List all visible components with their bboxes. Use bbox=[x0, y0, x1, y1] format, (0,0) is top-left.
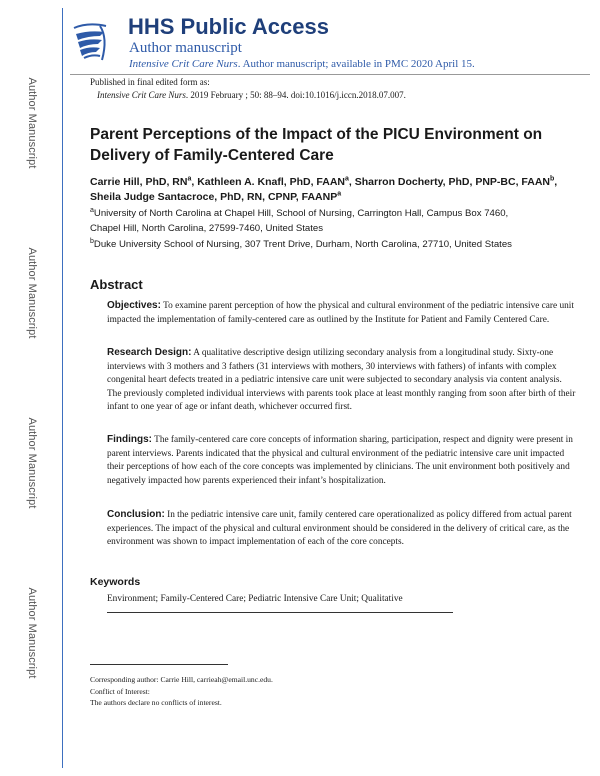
abstract-findings: Findings: The family-centered care core concepts of information sharing, participation, respect and dignity were present in parent interviews. Parents indicated that the physical and cultural environment of the pediatric intensive care unit impacted their perceptions of how each of the core concepts was implemented by clinicians. The unit environment both positively and negatively impacted how parents experienced their infant’s hospitalization. bbox=[107, 434, 573, 486]
article-title: Parent Perceptions of the Impact of the PICU Environment on Delivery of Family-Centered Care bbox=[90, 126, 543, 164]
abstract-conclusion: Conclusion: In the pediatric intensive care unit, family centered care operationalized as policy differed from actual parent experiences. The impact of the physical and cultural environment should be considered in the delivery of critical care, as the environment was shown to impact implementation of each of the core concepts. bbox=[107, 509, 572, 547]
abstract-research-design: Research Design: A qualitative descriptive design utilizing secondary analysis from a longitudinal study. Sixty-one interviews with 3 mothers and 3 fathers (31 interviews with mothers, 30 interviews with fathers) of infants with complex congenital heart defects treated in a pediatric intensive care unit were subjected to secondary analysis via content analysis. The previously completed individual interviews with parents took place at least monthly ranging from soon after birth of their infant to one year of age or infant death, whichever occurred first. bbox=[107, 347, 576, 412]
affiliation-b: $^b$Duke University School of Nursing, 307 Trent Drive, Durham, North Carolina, 27710, United States bbox=[90, 237, 512, 250]
abstract-objectives: Objectives: To examine parent perception of how the physical and cultural environment of the pediatric intensive care unit impacted the implementation of family-centered care as outlined by the Institute for Patient and Family Centered Care. bbox=[107, 300, 574, 325]
side-label-2: Author Manuscript bbox=[26, 247, 38, 339]
keywords-divider bbox=[107, 612, 453, 613]
keywords-heading: Keywords bbox=[90, 576, 141, 588]
keywords-list: Environment; Family-Centered Care; Pediatric Intensive Care Unit; Qualitative bbox=[107, 594, 403, 604]
footnote-corresponding-author: Corresponding author: Carrie Hill, carrieah@email.unc.edu. bbox=[90, 675, 273, 684]
left-margin-rule bbox=[62, 8, 63, 768]
footnote-divider bbox=[90, 664, 228, 665]
journal-availability-line: Intensive Crit Care Nurs. Author manuscript; available in PMC 2020 April 15. bbox=[129, 58, 475, 70]
publication-citation: Intensive Crit Care Nurs. 2019 February ; 50: 88–94. doi:10.1016/j.iccn.2018.07.007. bbox=[97, 90, 406, 100]
author-name: Kathleen A. Knafl, PhD, FAAN bbox=[197, 176, 345, 188]
abstract-heading: Abstract bbox=[90, 277, 143, 292]
footnote-conflict-label: Conflict of Interest: bbox=[90, 687, 150, 696]
header-divider bbox=[70, 74, 590, 75]
author-name: Carrie Hill, PhD, RN bbox=[90, 176, 188, 188]
hhs-logo-icon bbox=[70, 20, 112, 66]
side-label-4: Author Manuscript bbox=[26, 587, 38, 679]
side-label-1: Author Manuscript bbox=[26, 77, 38, 169]
author-list: Carrie Hill, PhD, $RN^a$, Kathleen A. Knafl, PhD, FAAN$^a$, Sharron Docherty, PhD, PNP-BC, FAAN$^b$, Sheila Judge Santacroce, PhD, RN, CPNP, FAANP$^a$ bbox=[90, 175, 558, 203]
affiliation-a: $^a$University of North Carolina at Chapel Hill, School of Nursing, Carrington Hall, Campus Box 7460, Chapel Hill, North Carolina, 27599-7460, United States bbox=[90, 206, 509, 234]
published-label: Published in final edited form as: bbox=[90, 77, 210, 87]
author-manuscript-label: Author manuscript bbox=[129, 40, 242, 56]
side-label-3: Author Manuscript bbox=[26, 417, 38, 509]
author-name: Sheila Judge Santacroce, PhD, RN, CPNP, FAANP bbox=[90, 191, 338, 203]
footnote-conflict-statement: The authors declare no conflicts of interest. bbox=[90, 698, 222, 707]
hhs-public-access-title: HHS Public Access bbox=[128, 14, 329, 39]
author-name: Sharron Docherty, PhD, PNP-BC, FAAN bbox=[354, 176, 550, 188]
